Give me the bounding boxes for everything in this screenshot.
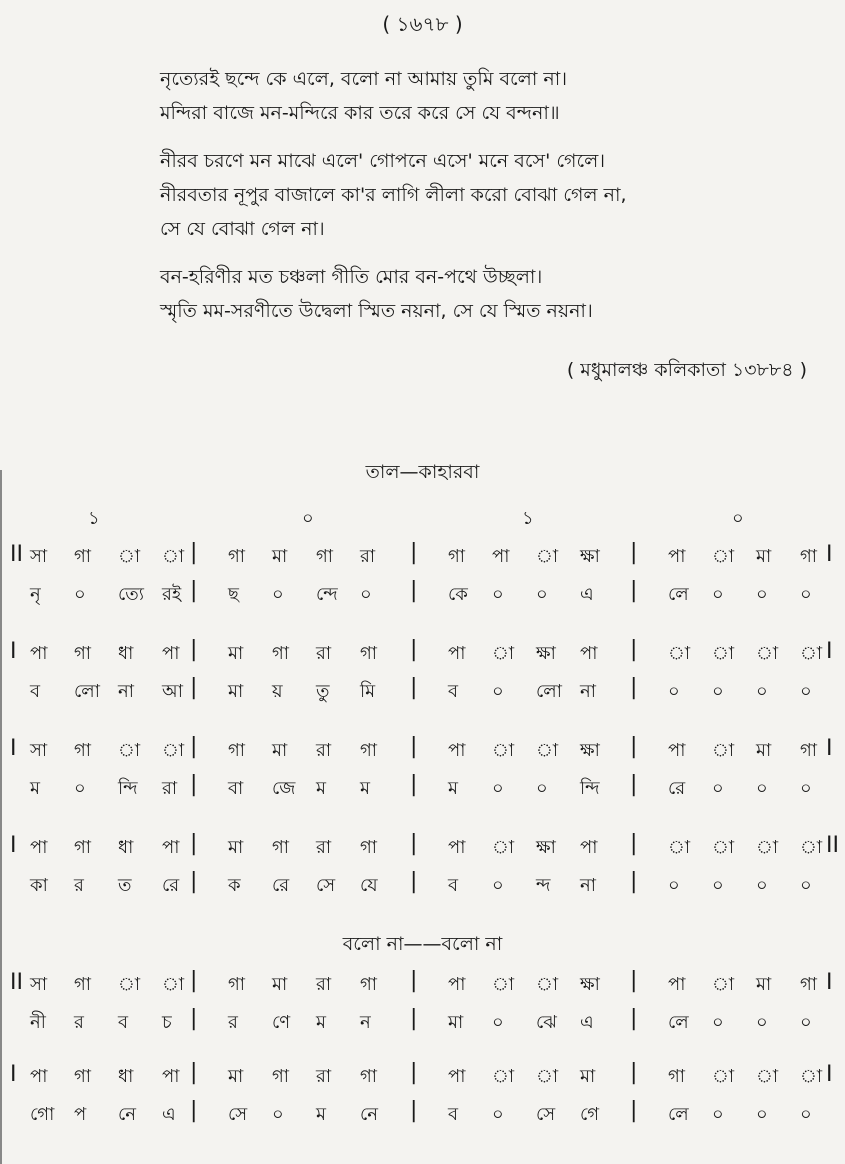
note-cell: গা (360, 1066, 378, 1087)
lyric-row (0, 871, 845, 905)
measure-separator: | (190, 675, 198, 700)
lyric-cell: ম (316, 1104, 326, 1125)
measure-separator: | (190, 1006, 198, 1031)
note-cell: ক্ষা (580, 546, 600, 567)
note-cell: া (712, 546, 735, 567)
lyric-cell: লে (668, 1012, 689, 1033)
lyric-cell: লো (74, 681, 100, 702)
note-cell: পা (580, 837, 598, 858)
lyric-cell: ০ (272, 584, 284, 605)
measure-separator: | (410, 578, 418, 603)
note-cell: মা (756, 546, 772, 567)
bar-line-end: I (826, 1062, 833, 1087)
note-cell: া (712, 837, 735, 858)
lyric-cell: এ (580, 1012, 594, 1033)
lyric-cell: জে (272, 778, 296, 799)
note-cell: পা (30, 837, 48, 858)
note-cell: রা (316, 974, 332, 995)
lyric-cell: রা (162, 778, 178, 799)
lyric-cell: ০ (492, 584, 504, 605)
measure-separator: | (190, 1098, 198, 1123)
note-cell: গা (272, 837, 290, 858)
lyric-cell: রে (162, 875, 180, 896)
bar-line-start: I (10, 736, 17, 761)
note-cell: পা (580, 643, 598, 664)
lyric-cell: রই (162, 584, 182, 605)
note-cell: ক্ষা (580, 974, 600, 995)
lyric-cell: গো (30, 1104, 55, 1125)
lyric-cell: র (228, 1012, 238, 1033)
lyric-cell: ন্দি (580, 778, 600, 799)
page-number: ( ১৬৭৮ ) (382, 12, 463, 36)
measure-separator: | (630, 1006, 638, 1031)
measure-separator: | (190, 831, 198, 856)
poem (160, 62, 800, 342)
note-cell: গা (228, 974, 246, 995)
note-cell: া (162, 974, 185, 995)
note-cell: পা (492, 546, 510, 567)
measure-separator: | (630, 968, 638, 993)
lyric-cell: ০ (492, 875, 504, 896)
lyric-cell: গে (580, 1104, 600, 1125)
note-cell: া (492, 974, 515, 995)
note-cell: গা (448, 546, 466, 567)
lyric-cell: ঝে (536, 1012, 557, 1033)
lyric-cell: ন্দ (536, 875, 551, 896)
beat-mark: ০ (302, 508, 314, 529)
lyric-row (0, 1008, 845, 1042)
lyric-cell: ০ (756, 681, 768, 702)
lyric-cell: ণে (272, 1012, 291, 1033)
lyric-cell: এ (162, 1104, 176, 1125)
poem-line: নীরবতার নূপুর বাজালে কা'র লাগি লীলা করো বোঝা গেল না, (160, 184, 627, 206)
bar-line-start: I (10, 833, 17, 858)
note-cell: গা (668, 1066, 686, 1087)
note-cell: া (118, 974, 141, 995)
lyric-cell: নৃ (30, 584, 41, 605)
note-cell: পা (448, 837, 466, 858)
measure-separator: | (190, 772, 198, 797)
measure-separator: | (190, 637, 198, 662)
source-credit: ( মধুমালঞ্চ কলিকাতা ১৩৮৮৪ ) (566, 359, 807, 381)
lyric-cell: চ (162, 1012, 172, 1033)
note-cell: মা (228, 643, 244, 664)
lyric-cell: সে (536, 1104, 556, 1125)
lyric-cell: ত (118, 875, 132, 896)
beat-mark: ০ (732, 508, 744, 529)
lyric-row (0, 580, 845, 614)
note-cell: া (536, 740, 559, 761)
note-cell: গা (360, 643, 378, 664)
lyric-cell: মা (228, 681, 244, 702)
notation-row (0, 639, 845, 673)
measure-separator: | (410, 675, 418, 700)
poem-line: নীরব চরণে মন মাঝে এলে' গোপনে এসে' মনে বসে' গেলে। (160, 150, 606, 172)
bar-line-start: I (10, 1062, 17, 1087)
measure-separator: | (190, 578, 198, 603)
lyric-cell: লে (668, 1104, 689, 1125)
stanza-2 (160, 144, 800, 246)
note-cell: পা (668, 974, 686, 995)
lyric-cell: ম (316, 778, 326, 799)
note-cell: পা (668, 740, 686, 761)
lyric-cell: ০ (712, 1012, 724, 1033)
beat-mark: ১ (522, 508, 534, 529)
lyric-cell: ব (118, 1012, 129, 1033)
measure-separator: | (410, 772, 418, 797)
note-cell: া (118, 546, 141, 567)
note-cell: া (668, 643, 691, 664)
note-cell: গা (360, 740, 378, 761)
measure-separator: | (630, 772, 638, 797)
note-cell: গা (272, 643, 290, 664)
note-cell: সা (30, 546, 48, 567)
notation-row (0, 970, 845, 1004)
note-cell: মা (228, 1066, 244, 1087)
measure-separator: | (630, 869, 638, 894)
lyric-cell: ন্দে (316, 584, 338, 605)
measure-separator: | (630, 540, 638, 565)
bar-line-start: II (10, 542, 23, 567)
lyric-cell: সে (316, 875, 336, 896)
note-cell: া (800, 837, 823, 858)
poem-line: নৃত্যেরই ছন্দে কে এলে, বলো না আমায় তুমি বলো না। (160, 68, 568, 90)
lyric-cell: ০ (492, 1104, 504, 1125)
beat-mark: ১ (88, 508, 100, 529)
lyric-cell: ০ (800, 584, 812, 605)
note-cell: া (712, 643, 735, 664)
note-cell: া (712, 1066, 735, 1087)
lyric-cell: লে (668, 584, 689, 605)
lyric-cell: মি (360, 681, 376, 702)
note-cell: গা (228, 546, 246, 567)
lyric-cell: ০ (536, 778, 548, 799)
lyric-row (0, 774, 845, 808)
lyric-cell: লো (536, 681, 562, 702)
note-cell: ক্ষা (536, 643, 556, 664)
lyric-cell: প (74, 1104, 87, 1125)
note-cell: া (712, 974, 735, 995)
lyric-cell: ০ (492, 1012, 504, 1033)
lyric-cell: রে (272, 875, 290, 896)
note-cell: পা (162, 837, 180, 858)
lyric-cell: ম (360, 778, 370, 799)
lyric-row (0, 1100, 845, 1134)
lyric-cell: আ (162, 681, 183, 702)
measure-separator: | (190, 869, 198, 894)
lyric-cell: ০ (800, 681, 812, 702)
note-cell: পা (30, 643, 48, 664)
note-cell: সা (30, 740, 48, 761)
bar-line-end: I (826, 542, 833, 567)
note-cell: গা (74, 974, 92, 995)
lyric-cell: ০ (712, 1104, 724, 1125)
lyric-cell: ০ (74, 778, 86, 799)
lyric-cell: না (580, 875, 596, 896)
lyric-cell: ন্দি (118, 778, 138, 799)
lyric-cell: ০ (74, 584, 86, 605)
note-cell: া (492, 1066, 515, 1087)
lyric-cell: কে (448, 584, 468, 605)
note-cell: ধা (118, 643, 134, 664)
lyric-cell: ০ (668, 875, 680, 896)
note-cell: া (492, 837, 515, 858)
lyric-cell: কা (30, 875, 48, 896)
measure-separator: | (630, 637, 638, 662)
note-cell: রা (316, 643, 332, 664)
lyric-cell: ব (448, 681, 459, 702)
note-cell: া (536, 546, 559, 567)
lyric-cell: নী (30, 1012, 46, 1033)
poem-line: সে যে বোঝা গেল না। (160, 218, 325, 240)
measure-separator: | (190, 540, 198, 565)
note-cell: া (712, 740, 735, 761)
note-cell: া (800, 643, 823, 664)
note-cell: মা (228, 837, 244, 858)
note-cell: গা (360, 837, 378, 858)
note-cell: া (162, 546, 185, 567)
lyric-cell: এ (580, 584, 594, 605)
lyric-cell: ০ (800, 875, 812, 896)
note-cell: মা (272, 546, 288, 567)
note-cell: া (800, 1066, 823, 1087)
measure-separator: | (630, 831, 638, 856)
lyric-cell: ০ (668, 681, 680, 702)
lyric-cell: না (580, 681, 596, 702)
lyric-cell: তু (316, 681, 330, 702)
stanza-3 (160, 260, 800, 328)
measure-separator: | (410, 1006, 418, 1031)
measure-separator: | (410, 1060, 418, 1085)
measure-separator: | (410, 637, 418, 662)
note-cell: া (492, 643, 515, 664)
lyric-cell: যে (360, 875, 378, 896)
notation-row (0, 833, 845, 867)
lyric-cell: ০ (756, 584, 768, 605)
lyric-cell: ০ (360, 584, 372, 605)
notation-row (0, 736, 845, 770)
note-cell: মা (580, 1066, 596, 1087)
lyric-cell: ০ (712, 681, 724, 702)
beat-marks (0, 504, 845, 532)
note-cell: গা (272, 1066, 290, 1087)
lyric-cell: ম (30, 778, 40, 799)
note-cell: া (536, 1066, 559, 1087)
note-cell: গা (316, 546, 334, 567)
note-cell: গা (74, 740, 92, 761)
poem-line: স্মৃতি মম-সরণীতে উদ্বেলা স্মিত নয়না, সে যে স্মিত নয়না। (160, 300, 593, 322)
note-cell: পা (448, 1066, 466, 1087)
measure-separator: | (410, 831, 418, 856)
note-cell: রা (360, 546, 376, 567)
note-cell: গা (74, 643, 92, 664)
note-cell: পা (448, 643, 466, 664)
note-cell: গা (800, 740, 818, 761)
note-cell: া (118, 740, 141, 761)
lyric-cell: নে (118, 1104, 137, 1125)
note-cell: রা (316, 837, 332, 858)
lyric-cell: ক (228, 875, 241, 896)
lyric-cell: য় (272, 681, 283, 702)
note-cell: গা (74, 546, 92, 567)
lyric-cell: ০ (756, 1012, 768, 1033)
lyric-cell: ন (360, 1012, 371, 1033)
note-cell: া (756, 643, 779, 664)
note-cell: া (756, 837, 779, 858)
poem-line: বন-হরিণীর মত চঞ্চলা গীতি মোর বন-পথে উচ্ছলা। (160, 266, 543, 288)
measure-separator: | (630, 675, 638, 700)
lyric-row (0, 677, 845, 711)
measure-separator: | (410, 734, 418, 759)
bar-line-start: I (10, 639, 17, 664)
lyric-cell: ব (448, 1104, 459, 1125)
note-cell: া (536, 974, 559, 995)
lyric-cell: সে (228, 1104, 248, 1125)
note-cell: গা (800, 974, 818, 995)
lyric-cell: নে (360, 1104, 379, 1125)
lyric-cell: বা (228, 778, 244, 799)
note-cell: া (756, 1066, 779, 1087)
notation-row (0, 542, 845, 576)
measure-separator: | (410, 540, 418, 565)
note-cell: রা (316, 1066, 332, 1087)
lyric-cell: ০ (800, 1012, 812, 1033)
note-cell: সা (30, 974, 48, 995)
lyric-cell: ০ (800, 778, 812, 799)
notation-row (0, 1062, 845, 1096)
note-cell: া (162, 740, 185, 761)
lyric-cell: ম (316, 1012, 326, 1033)
note-cell: গা (228, 740, 246, 761)
tal-title: তাল—কাহারবা (365, 461, 480, 483)
section-2-title: বলো না——বলো না (342, 933, 503, 955)
note-cell: পা (448, 974, 466, 995)
lyric-cell: না (118, 681, 134, 702)
measure-separator: | (190, 968, 198, 993)
note-cell: গা (74, 1066, 92, 1087)
stanza-1 (160, 62, 800, 130)
lyric-cell: ছ (228, 584, 239, 605)
note-cell: পা (448, 740, 466, 761)
measure-separator: | (410, 968, 418, 993)
poem-line: মন্দিরা বাজে মন-মন্দিরে কার তরে করে সে যে বন্দনা॥ (160, 102, 560, 124)
bar-line-end: II (826, 833, 839, 858)
lyric-cell: ত্যে (118, 584, 145, 605)
bar-line-end: I (826, 736, 833, 761)
note-cell: মা (756, 740, 772, 761)
measure-separator: | (630, 1060, 638, 1085)
measure-separator: | (410, 1098, 418, 1123)
note-cell: ধা (118, 837, 134, 858)
note-cell: মা (272, 974, 288, 995)
note-cell: ক্ষা (536, 837, 556, 858)
note-cell: পা (162, 643, 180, 664)
note-cell: গা (74, 837, 92, 858)
note-cell: রা (316, 740, 332, 761)
measure-separator: | (190, 734, 198, 759)
note-cell: গা (360, 974, 378, 995)
note-cell: পা (30, 1066, 48, 1087)
lyric-cell: ০ (492, 778, 504, 799)
note-cell: া (492, 740, 515, 761)
bar-line-end: I (826, 970, 833, 995)
measure-separator: | (410, 869, 418, 894)
lyric-cell: ০ (536, 584, 548, 605)
lyric-cell: ০ (756, 875, 768, 896)
note-cell: ক্ষা (580, 740, 600, 761)
note-cell: পা (162, 1066, 180, 1087)
lyric-cell: ০ (492, 681, 504, 702)
measure-separator: | (630, 734, 638, 759)
lyric-cell: রে (668, 778, 686, 799)
measure-separator: | (630, 578, 638, 603)
note-cell: া (668, 837, 691, 858)
lyric-cell: ০ (756, 778, 768, 799)
note-cell: গা (800, 546, 818, 567)
note-cell: ধা (118, 1066, 134, 1087)
bar-line-end: I (826, 639, 833, 664)
lyric-cell: ০ (272, 1104, 284, 1125)
lyric-cell: ০ (712, 875, 724, 896)
measure-separator: | (190, 1060, 198, 1085)
measure-separator: | (630, 1098, 638, 1123)
lyric-cell: ০ (756, 1104, 768, 1125)
lyric-cell: ম (448, 778, 458, 799)
lyric-cell: ০ (712, 778, 724, 799)
lyric-cell: ০ (712, 584, 724, 605)
note-cell: মা (272, 740, 288, 761)
note-cell: মা (756, 974, 772, 995)
lyric-cell: ০ (800, 1104, 812, 1125)
note-cell: পা (668, 546, 686, 567)
lyric-cell: র (74, 875, 84, 896)
lyric-cell: ব (448, 875, 459, 896)
lyric-cell: র (74, 1012, 84, 1033)
lyric-cell: ব (30, 681, 41, 702)
bar-line-start: II (10, 970, 23, 995)
lyric-cell: মা (448, 1012, 464, 1033)
